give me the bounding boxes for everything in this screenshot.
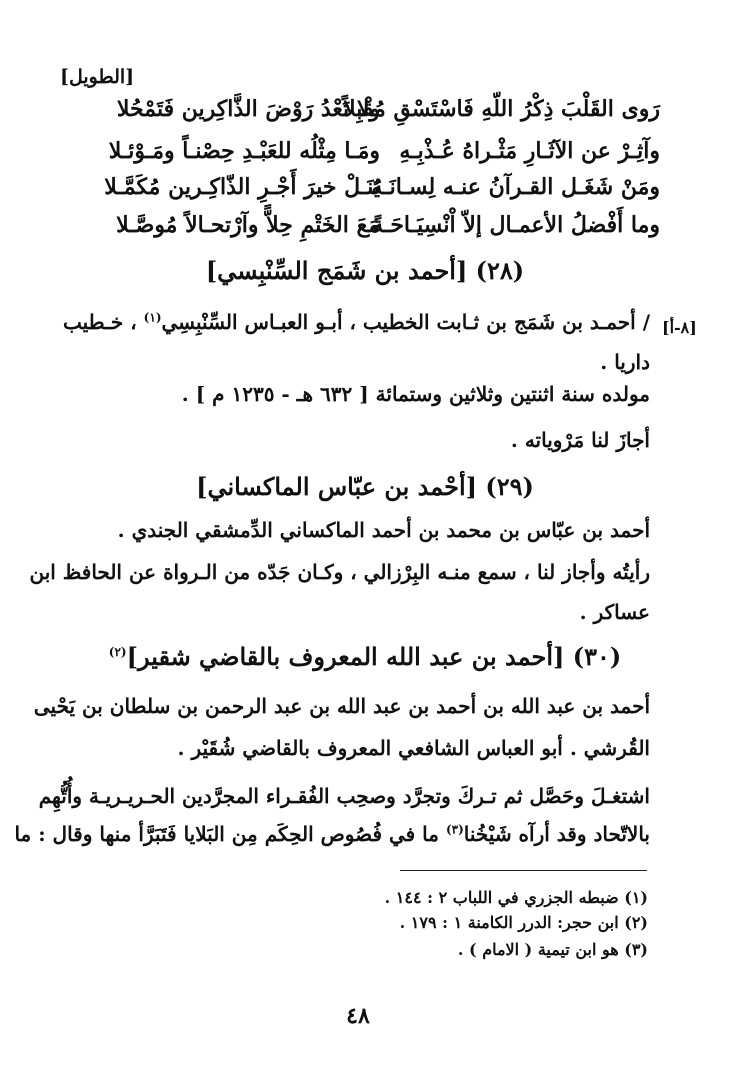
- footnote-separator: [400, 870, 647, 871]
- entry-29-line-1: أحمد بن عبّاس بن محمد بن أحمد الماكساني الدِّمشقي الجندي .: [117, 518, 650, 542]
- verse-first-hemistich: ومَنْ شَغَـل القـرآنُ عنـه لِسـانَـهُ: [371, 174, 660, 200]
- entry-30-line-4-text: بالاتّحاد وقد أرآه شَيْخُنا: [463, 822, 650, 846]
- verse-first-hemistich: وآثِـرْ عن الآثَـارِ مَثْـراهُ عُـذْبِـهِ: [399, 138, 660, 164]
- entry-29-heading: (٢٩) [أحْمد بن عبّاس الماكساني]: [196, 472, 534, 501]
- verse-line: [40, 174, 690, 212]
- poetic-meter-label: [الطويل]: [60, 66, 135, 88]
- entry-28-line-4: أجازَ لنا مَرْوياته .: [510, 428, 650, 452]
- verse-second-hemistich: مَعَ الخَتْمِ حِلاًّ وآرْتحـالاً مُوصَّـلا: [116, 212, 380, 238]
- entry-30-line-3: اشتغـلَ وحَصَّل ثم تـركَ وتجرَّد وصحِب الفُقـراء المجرَّدين الحـريـريـة وأُتُّهِم: [38, 784, 650, 808]
- entry-30-heading-text: (٣٠) [أحمد بن عبد الله المعروف بالقاضي شقير]: [126, 642, 622, 671]
- entry-29-line-2: رأيتُه وأجاز لنا ، سمع منـه البِرْزالي ، وكـان جَدّه من الـرواة عن الحافظ ابن: [29, 560, 650, 584]
- entry-28-line-2: داريا .: [600, 350, 650, 374]
- verse-first-hemistich: رَوى القَلْبَ ذِكْرُ اللّهِ فَاسْتَسْقِ مُقْبِلاً: [343, 96, 660, 122]
- entry-28-line-1-end: ، خـطيب: [62, 310, 137, 334]
- verse-first-hemistich: وما أَفْضلُ الأعمـال إلاّ اْنْسِيَـاحَـةً: [372, 212, 660, 238]
- footnote-marker: (١): [143, 310, 162, 325]
- entry-28-heading: (٢٨) [أحمد بن شَمَج السِّنْبِسي]: [205, 256, 525, 285]
- footnote-1: (١) ضبطه الجزري في اللباب ٢ : ١٤٤ .: [384, 888, 648, 907]
- entry-30-line-2: القُرشي . أبو العباس الشافعي المعروف بالقاضي شُقَيْر .: [177, 736, 650, 760]
- entry-28-line-3: مولده سنة اثنتين وثلاثين وستمائة [ ٦٣٢ هـ - ١٢٣٥ م ] .: [181, 382, 650, 406]
- footnote-3: (٣) هو ابن تيمية ( الامام ) .: [457, 940, 648, 959]
- manuscript-folio-ref: [٨-أ]: [662, 318, 697, 337]
- entry-30-line-4-end: ما في فُصُوص الحِكَم مِن البَلايا فَتَبَرَّأ منها وقال : ما: [14, 822, 439, 846]
- entry-30-line-4: [14, 822, 650, 846]
- entry-28-line-1: [63, 310, 650, 334]
- entry-28-line-1-text: / أحمـد بن شَمَج بن ثـابت الخطيب ، أبـو العبـاس السِّنْبِسِي: [161, 310, 650, 334]
- verse-second-hemistich: ولا تَعْدُ رَوْضَ الذَّاكِرين فَتَمْحُلا: [116, 96, 380, 122]
- verse-second-hemistich: يَنَـلْ خيرَ أَجْـرِ الذّاكِـرين مُكَمَّـلا: [104, 174, 380, 200]
- verse-line: [40, 96, 690, 134]
- entry-29-line-3: عساكر .: [579, 600, 650, 624]
- verse-line: [40, 212, 690, 250]
- footnote-2: (٢) ابن حجر: الدرر الكامنة ١ : ١٧٩ .: [399, 913, 648, 932]
- entry-30-heading: [40, 642, 690, 671]
- verse-line: [40, 138, 690, 176]
- entry-30-line-1: أحمد بن عبد الله بن أحمد بن عبد الله بن عبد الرحمن بن سلطان بن يَحْيى: [33, 694, 650, 718]
- footnote-marker: (٢): [108, 645, 127, 659]
- footnote-marker: (٣): [445, 822, 464, 837]
- verse-second-hemistich: ومَـا مِثْلُه للعَبْـدِ حِصْنـاً ومَـوْئـلا: [108, 138, 380, 164]
- page-number: ٤٨: [346, 1003, 370, 1029]
